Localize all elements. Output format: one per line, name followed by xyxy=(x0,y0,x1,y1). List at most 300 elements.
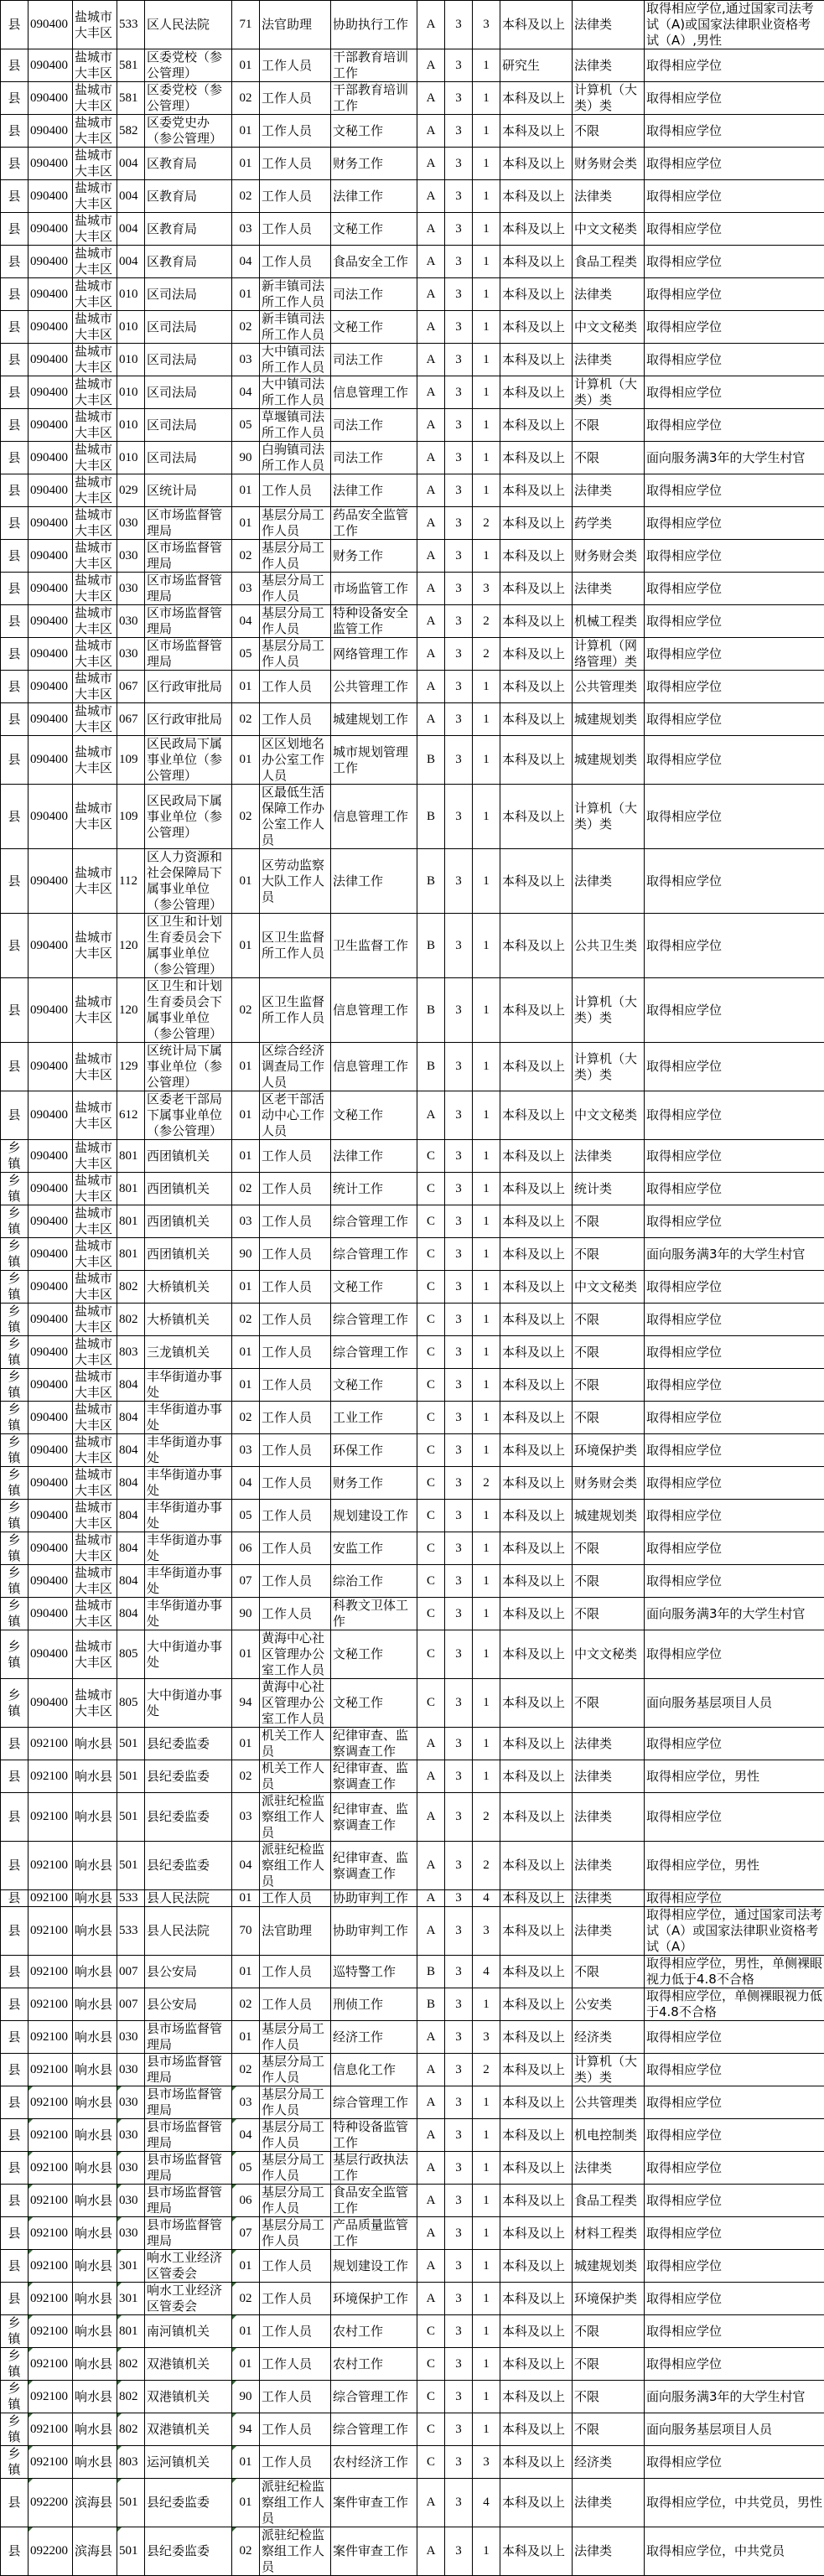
cell-dept-code: 112 xyxy=(117,849,145,914)
cell-level: 县 xyxy=(1,2250,29,2283)
cell-area-name: 盐城市大丰区 xyxy=(73,978,117,1043)
cell-area-code: 090400 xyxy=(29,1304,73,1336)
cell-area-name: 盐城市大丰区 xyxy=(73,49,117,82)
table-row xyxy=(1,2152,824,2185)
cell-exam-type: B xyxy=(417,1988,445,2021)
cell-quota: 1 xyxy=(473,1091,500,1140)
cell-position-name: 机关工作人员 xyxy=(260,1728,331,1760)
cell-position-code: 01 xyxy=(232,2250,260,2283)
cell-exam-type: A xyxy=(417,2479,445,2527)
cell-level: 县 xyxy=(1,148,29,180)
cell-position-name: 区老干部活动中心工作人员 xyxy=(260,1091,331,1140)
cell-area-code: 090400 xyxy=(29,1630,73,1679)
cell-area-code: 090400 xyxy=(29,82,73,115)
table-row xyxy=(1,1,824,49)
cell-position-name: 工作人员 xyxy=(260,2413,331,2446)
cell-ratio: 3 xyxy=(445,82,473,115)
cell-quota: 1 xyxy=(473,914,500,978)
cell-dept-name: 县纪委监委 xyxy=(145,2479,232,2527)
cell-major: 不限 xyxy=(573,2348,645,2381)
cell-level: 乡镇 xyxy=(1,1205,29,1238)
table-row xyxy=(1,1842,824,1890)
cell-major: 法律类 xyxy=(573,1,645,49)
cell-quota: 2 xyxy=(473,507,500,540)
cell-education: 本科及以上 xyxy=(500,2250,573,2283)
cell-area-name: 滨海县 xyxy=(73,2527,117,2576)
cell-position-code: 02 xyxy=(232,1402,260,1434)
cell-position-code: 04 xyxy=(232,605,260,638)
cell-position-code: 05 xyxy=(232,2152,260,2185)
cell-exam-type: A xyxy=(417,2152,445,2185)
cell-area-name: 响水县 xyxy=(73,1956,117,1988)
cell-ratio: 3 xyxy=(445,2283,473,2315)
cell-ratio: 3 xyxy=(445,180,473,213)
cell-education: 本科及以上 xyxy=(500,2119,573,2152)
cell-position-desc: 司法工作 xyxy=(331,442,417,474)
cell-dept-name: 丰华街道办事处 xyxy=(145,1402,232,1434)
cell-position-desc: 公共管理工作 xyxy=(331,671,417,703)
cell-exam-type: A xyxy=(417,278,445,311)
cell-ratio: 3 xyxy=(445,213,473,246)
cell-position-code: 01 xyxy=(232,1140,260,1173)
cell-dept-code: 804 xyxy=(117,1369,145,1402)
cell-position-desc: 信息管理工作 xyxy=(331,978,417,1043)
cell-exam-type: A xyxy=(417,180,445,213)
cell-education: 本科及以上 xyxy=(500,1369,573,1402)
cell-area-name: 盐城市大丰区 xyxy=(73,1630,117,1679)
cell-position-code: 04 xyxy=(232,1467,260,1500)
cell-education: 本科及以上 xyxy=(500,1907,573,1956)
cell-major: 法律类 xyxy=(573,1793,645,1842)
table-row xyxy=(1,1369,824,1402)
cell-position-code: 01 xyxy=(232,2446,260,2479)
cell-quota: 4 xyxy=(473,1890,500,1907)
cell-major: 环境保护类 xyxy=(573,1434,645,1467)
table-row xyxy=(1,914,824,978)
cell-dept-code: 582 xyxy=(117,115,145,148)
cell-dept-code: 802 xyxy=(117,2413,145,2446)
cell-position-name: 基层分局工作人员 xyxy=(260,2119,331,2152)
cell-ratio: 3 xyxy=(445,1500,473,1532)
cell-ratio: 3 xyxy=(445,540,473,573)
cell-position-desc: 财务工作 xyxy=(331,148,417,180)
cell-quota: 3 xyxy=(473,1907,500,1956)
cell-education: 本科及以上 xyxy=(500,2054,573,2086)
cell-other-requirements: 取得相应学位 xyxy=(645,115,824,148)
cell-position-desc: 科教文卫体工作 xyxy=(331,1598,417,1630)
cell-other-requirements: 取得相应学位，男性 xyxy=(645,1842,824,1890)
cell-area-code: 090400 xyxy=(29,1532,73,1565)
cell-position-desc: 司法工作 xyxy=(331,344,417,376)
cell-area-code: 090400 xyxy=(29,1173,73,1205)
cell-dept-name: 县人民法院 xyxy=(145,1907,232,1956)
cell-ratio: 3 xyxy=(445,1434,473,1467)
cell-dept-name: 区民政局下属事业单位（参公管理） xyxy=(145,736,232,785)
cell-position-code: 01 xyxy=(232,278,260,311)
cell-level: 县 xyxy=(1,278,29,311)
cell-position-code: 02 xyxy=(232,1988,260,2021)
cell-major: 法律类 xyxy=(573,49,645,82)
cell-quota: 1 xyxy=(473,1271,500,1304)
cell-quota: 1 xyxy=(473,978,500,1043)
cell-area-name: 盐城市大丰区 xyxy=(73,1336,117,1369)
cell-dept-name: 运河镇机关 xyxy=(145,2446,232,2479)
cell-level: 县 xyxy=(1,573,29,605)
cell-position-code: 02 xyxy=(232,180,260,213)
cell-dept-code: 804 xyxy=(117,1467,145,1500)
cell-quota: 2 xyxy=(473,1793,500,1842)
cell-exam-type: C xyxy=(417,2413,445,2446)
cell-dept-name: 区行政审批局 xyxy=(145,703,232,736)
cell-exam-type: C xyxy=(417,1402,445,1434)
cell-position-name: 工作人员 xyxy=(260,82,331,115)
cell-position-code: 02 xyxy=(232,82,260,115)
table-row xyxy=(1,2250,824,2283)
cell-quota: 1 xyxy=(473,82,500,115)
cell-major: 法律类 xyxy=(573,180,645,213)
cell-ratio: 3 xyxy=(445,474,473,507)
cell-education: 本科及以上 xyxy=(500,1500,573,1532)
cell-dept-name: 县市场监督管理局 xyxy=(145,2054,232,2086)
cell-area-code: 090400 xyxy=(29,1565,73,1598)
cell-exam-type: B xyxy=(417,1043,445,1091)
cell-major: 城建规划类 xyxy=(573,2250,645,2283)
cell-ratio: 3 xyxy=(445,344,473,376)
cell-education: 本科及以上 xyxy=(500,1402,573,1434)
cell-ratio: 3 xyxy=(445,2446,473,2479)
cell-position-desc: 文秘工作 xyxy=(331,1369,417,1402)
cell-major: 经济类 xyxy=(573,2446,645,2479)
cell-dept-name: 区司法局 xyxy=(145,376,232,409)
cell-ratio: 3 xyxy=(445,2527,473,2576)
cell-dept-code: 030 xyxy=(117,2119,145,2152)
cell-ratio: 3 xyxy=(445,1842,473,1890)
cell-exam-type: A xyxy=(417,703,445,736)
cell-quota: 2 xyxy=(473,1842,500,1890)
cell-position-name: 基层分局工作人员 xyxy=(260,2152,331,2185)
cell-area-code: 090400 xyxy=(29,246,73,278)
cell-ratio: 3 xyxy=(445,1140,473,1173)
cell-dept-code: 801 xyxy=(117,1238,145,1271)
table-row xyxy=(1,311,824,344)
cell-major: 不限 xyxy=(573,1238,645,1271)
cell-area-name: 盐城市大丰区 xyxy=(73,914,117,978)
cell-quota: 1 xyxy=(473,1173,500,1205)
cell-position-name: 工作人员 xyxy=(260,1173,331,1205)
cell-level: 乡镇 xyxy=(1,2446,29,2479)
cell-dept-name: 丰华街道办事处 xyxy=(145,1598,232,1630)
cell-area-code: 090400 xyxy=(29,1679,73,1728)
cell-dept-code: 030 xyxy=(117,540,145,573)
cell-area-name: 响水县 xyxy=(73,1793,117,1842)
cell-level: 县 xyxy=(1,849,29,914)
table-row xyxy=(1,1091,824,1140)
cell-quota: 1 xyxy=(473,2250,500,2283)
cell-education: 本科及以上 xyxy=(500,1434,573,1467)
cell-dept-code: 129 xyxy=(117,1043,145,1091)
cell-area-name: 盐城市大丰区 xyxy=(73,115,117,148)
cell-position-desc: 案件审查工作 xyxy=(331,2527,417,2576)
cell-position-desc: 文秘工作 xyxy=(331,1679,417,1728)
cell-major: 城建规划类 xyxy=(573,703,645,736)
table-row xyxy=(1,978,824,1043)
cell-quota: 1 xyxy=(473,278,500,311)
cell-quota: 1 xyxy=(473,409,500,442)
table-row xyxy=(1,82,824,115)
cell-level: 县 xyxy=(1,82,29,115)
cell-position-code: 02 xyxy=(232,2527,260,2576)
cell-education: 本科及以上 xyxy=(500,1091,573,1140)
cell-major: 财务财会类 xyxy=(573,540,645,573)
cell-area-code: 090400 xyxy=(29,1336,73,1369)
table-row xyxy=(1,1205,824,1238)
cell-quota: 1 xyxy=(473,376,500,409)
table-row xyxy=(1,1988,824,2021)
cell-position-desc: 综合管理工作 xyxy=(331,1205,417,1238)
cell-position-desc: 司法工作 xyxy=(331,409,417,442)
cell-other-requirements: 取得相应学位 xyxy=(645,2152,824,2185)
cell-quota: 1 xyxy=(473,1336,500,1369)
cell-other-requirements: 取得相应学位 xyxy=(645,638,824,671)
cell-exam-type: C xyxy=(417,1630,445,1679)
cell-position-code: 01 xyxy=(232,115,260,148)
cell-other-requirements: 取得相应学位 xyxy=(645,1565,824,1598)
table-row xyxy=(1,1598,824,1630)
table-row xyxy=(1,344,824,376)
cell-level: 乡镇 xyxy=(1,1173,29,1205)
cell-position-name: 派驻纪检监察组工作人员 xyxy=(260,1793,331,1842)
cell-level: 乡镇 xyxy=(1,1467,29,1500)
cell-position-desc: 规划建设工作 xyxy=(331,2250,417,2283)
cell-area-name: 盐城市大丰区 xyxy=(73,474,117,507)
cell-position-desc: 经济工作 xyxy=(331,2021,417,2054)
cell-level: 县 xyxy=(1,2479,29,2527)
cell-education: 本科及以上 xyxy=(500,1,573,49)
cell-exam-type: A xyxy=(417,311,445,344)
cell-dept-name: 丰华街道办事处 xyxy=(145,1500,232,1532)
cell-level: 县 xyxy=(1,2086,29,2119)
cell-education: 本科及以上 xyxy=(500,573,573,605)
cell-ratio: 3 xyxy=(445,849,473,914)
cell-position-desc: 市场监管工作 xyxy=(331,573,417,605)
cell-area-name: 盐城市大丰区 xyxy=(73,376,117,409)
cell-ratio: 3 xyxy=(445,671,473,703)
cell-exam-type: C xyxy=(417,1598,445,1630)
cell-exam-type: C xyxy=(417,1304,445,1336)
cell-position-code: 03 xyxy=(232,1434,260,1467)
cell-quota: 3 xyxy=(473,1,500,49)
cell-dept-code: 007 xyxy=(117,1956,145,1988)
cell-area-name: 盐城市大丰区 xyxy=(73,1043,117,1091)
cell-area-code: 092100 xyxy=(29,2315,73,2348)
cell-dept-name: 南河镇机关 xyxy=(145,2315,232,2348)
cell-position-code: 05 xyxy=(232,409,260,442)
cell-education: 本科及以上 xyxy=(500,409,573,442)
cell-position-name: 工作人员 xyxy=(260,115,331,148)
cell-position-name: 工作人员 xyxy=(260,671,331,703)
cell-area-name: 响水县 xyxy=(73,2185,117,2217)
cell-other-requirements: 取得相应学位 xyxy=(645,1304,824,1336)
cell-area-name: 盐城市大丰区 xyxy=(73,1173,117,1205)
cell-area-code: 090400 xyxy=(29,736,73,785)
cell-level: 县 xyxy=(1,1043,29,1091)
cell-major: 不限 xyxy=(573,1336,645,1369)
cell-other-requirements: 取得相应学位 xyxy=(645,507,824,540)
table-row xyxy=(1,1956,824,1988)
cell-exam-type: A xyxy=(417,2185,445,2217)
cell-position-name: 工作人员 xyxy=(260,474,331,507)
cell-position-desc: 综合管理工作 xyxy=(331,1238,417,1271)
cell-dept-code: 030 xyxy=(117,2152,145,2185)
cell-level: 县 xyxy=(1,2283,29,2315)
table-body xyxy=(1,1,824,2576)
cell-dept-code: 010 xyxy=(117,278,145,311)
cell-education: 本科及以上 xyxy=(500,2086,573,2119)
cell-position-code: 01 xyxy=(232,1043,260,1091)
cell-position-desc: 综合管理工作 xyxy=(331,2381,417,2413)
cell-position-desc: 统计工作 xyxy=(331,1173,417,1205)
cell-education: 本科及以上 xyxy=(500,1793,573,1842)
cell-area-code: 090400 xyxy=(29,115,73,148)
cell-area-name: 盐城市大丰区 xyxy=(73,507,117,540)
cell-dept-code: 581 xyxy=(117,49,145,82)
cell-exam-type: A xyxy=(417,409,445,442)
cell-major: 中文文秘类 xyxy=(573,213,645,246)
cell-major: 法律类 xyxy=(573,1140,645,1173)
cell-level: 县 xyxy=(1,2021,29,2054)
cell-education: 本科及以上 xyxy=(500,474,573,507)
cell-education: 本科及以上 xyxy=(500,1630,573,1679)
cell-position-name: 工作人员 xyxy=(260,1205,331,1238)
cell-level: 县 xyxy=(1,2527,29,2576)
cell-dept-code: 030 xyxy=(117,2217,145,2250)
cell-other-requirements: 取得相应学位 xyxy=(645,978,824,1043)
cell-education: 本科及以上 xyxy=(500,2217,573,2250)
cell-dept-name: 双港镇机关 xyxy=(145,2381,232,2413)
table-row xyxy=(1,671,824,703)
cell-position-desc: 综合管理工作 xyxy=(331,2086,417,2119)
cell-other-requirements: 取得相应学位 xyxy=(645,1271,824,1304)
cell-area-name: 盐城市大丰区 xyxy=(73,148,117,180)
cell-dept-code: 109 xyxy=(117,785,145,849)
cell-exam-type: A xyxy=(417,2054,445,2086)
cell-dept-code: 030 xyxy=(117,2021,145,2054)
cell-dept-code: 030 xyxy=(117,573,145,605)
cell-dept-code: 533 xyxy=(117,1907,145,1956)
cell-level: 县 xyxy=(1,344,29,376)
cell-position-code: 01 xyxy=(232,1271,260,1304)
cell-level: 乡镇 xyxy=(1,1140,29,1173)
cell-ratio: 3 xyxy=(445,1467,473,1500)
cell-area-name: 盐城市大丰区 xyxy=(73,638,117,671)
cell-dept-name: 区司法局 xyxy=(145,311,232,344)
cell-dept-name: 丰华街道办事处 xyxy=(145,1565,232,1598)
cell-other-requirements: 面向服务满3年的大学生村官 xyxy=(645,1238,824,1271)
cell-position-code: 01 xyxy=(232,148,260,180)
cell-position-code: 01 xyxy=(232,1336,260,1369)
cell-position-name: 工作人员 xyxy=(260,2446,331,2479)
cell-position-desc: 食品安全监管工作 xyxy=(331,2185,417,2217)
table-row xyxy=(1,1402,824,1434)
cell-other-requirements: 取得相应学位 xyxy=(645,1043,824,1091)
cell-dept-name: 丰华街道办事处 xyxy=(145,1532,232,1565)
cell-exam-type: B xyxy=(417,1956,445,1988)
cell-exam-type: B xyxy=(417,785,445,849)
cell-area-name: 盐城市大丰区 xyxy=(73,409,117,442)
cell-major: 中文文秘类 xyxy=(573,1091,645,1140)
cell-other-requirements: 取得相应学位 xyxy=(645,1728,824,1760)
cell-exam-type: C xyxy=(417,1467,445,1500)
cell-exam-type: C xyxy=(417,1369,445,1402)
table-row xyxy=(1,1679,824,1728)
cell-other-requirements: 取得相应学位，中共党员，男性 xyxy=(645,2479,824,2527)
cell-position-name: 工作人员 xyxy=(260,148,331,180)
cell-exam-type: A xyxy=(417,507,445,540)
cell-education: 本科及以上 xyxy=(500,1842,573,1890)
cell-ratio: 3 xyxy=(445,2479,473,2527)
cell-dept-name: 区人民法院 xyxy=(145,1,232,49)
table-row xyxy=(1,1140,824,1173)
cell-position-name: 机关工作人员 xyxy=(260,1760,331,1793)
cell-dept-code: 004 xyxy=(117,213,145,246)
cell-level: 县 xyxy=(1,180,29,213)
cell-position-desc: 干部教育培训工作 xyxy=(331,82,417,115)
cell-position-code: 90 xyxy=(232,442,260,474)
cell-dept-code: 802 xyxy=(117,1304,145,1336)
cell-position-desc: 特种设备监管工作 xyxy=(331,2119,417,2152)
cell-education: 本科及以上 xyxy=(500,1238,573,1271)
cell-position-name: 工作人员 xyxy=(260,1956,331,1988)
cell-level: 县 xyxy=(1,978,29,1043)
cell-dept-code: 804 xyxy=(117,1434,145,1467)
cell-dept-name: 区司法局 xyxy=(145,442,232,474)
cell-exam-type: A xyxy=(417,540,445,573)
cell-dept-code: 029 xyxy=(117,474,145,507)
cell-area-code: 092100 xyxy=(29,2185,73,2217)
cell-ratio: 3 xyxy=(445,115,473,148)
cell-exam-type: B xyxy=(417,736,445,785)
cell-position-desc: 文秘工作 xyxy=(331,311,417,344)
cell-other-requirements: 取得相应学位,通过国家司法考试（A)或国家法律职业资格考试（A）,男性 xyxy=(645,1,824,49)
cell-other-requirements: 取得相应学位 xyxy=(645,703,824,736)
cell-area-name: 盐城市大丰区 xyxy=(73,1091,117,1140)
cell-area-code: 092100 xyxy=(29,2283,73,2315)
cell-other-requirements: 取得相应学位 xyxy=(645,1402,824,1434)
cell-position-desc: 工业工作 xyxy=(331,1402,417,1434)
cell-major: 计算机（大类）类 xyxy=(573,82,645,115)
cell-other-requirements: 面向服务满3年的大学生村官 xyxy=(645,1598,824,1630)
cell-other-requirements: 取得相应学位 xyxy=(645,278,824,311)
cell-major: 不限 xyxy=(573,409,645,442)
cell-position-name: 工作人员 xyxy=(260,2250,331,2283)
cell-major: 法律类 xyxy=(573,344,645,376)
cell-major: 城建规划类 xyxy=(573,1500,645,1532)
cell-education: 本科及以上 xyxy=(500,2315,573,2348)
cell-area-code: 092100 xyxy=(29,1956,73,1988)
cell-area-name: 盐城市大丰区 xyxy=(73,1271,117,1304)
cell-area-name: 盐城市大丰区 xyxy=(73,442,117,474)
cell-dept-code: 805 xyxy=(117,1679,145,1728)
cell-other-requirements: 取得相应学位 xyxy=(645,2446,824,2479)
cell-dept-name: 区教育局 xyxy=(145,180,232,213)
cell-education: 本科及以上 xyxy=(500,1956,573,1988)
cell-exam-type: C xyxy=(417,1271,445,1304)
cell-position-code: 01 xyxy=(232,1890,260,1907)
cell-dept-code: 501 xyxy=(117,2479,145,2527)
table-row xyxy=(1,1565,824,1598)
cell-position-name: 区区划地名办公室工作人员 xyxy=(260,736,331,785)
cell-education: 本科及以上 xyxy=(500,2348,573,2381)
